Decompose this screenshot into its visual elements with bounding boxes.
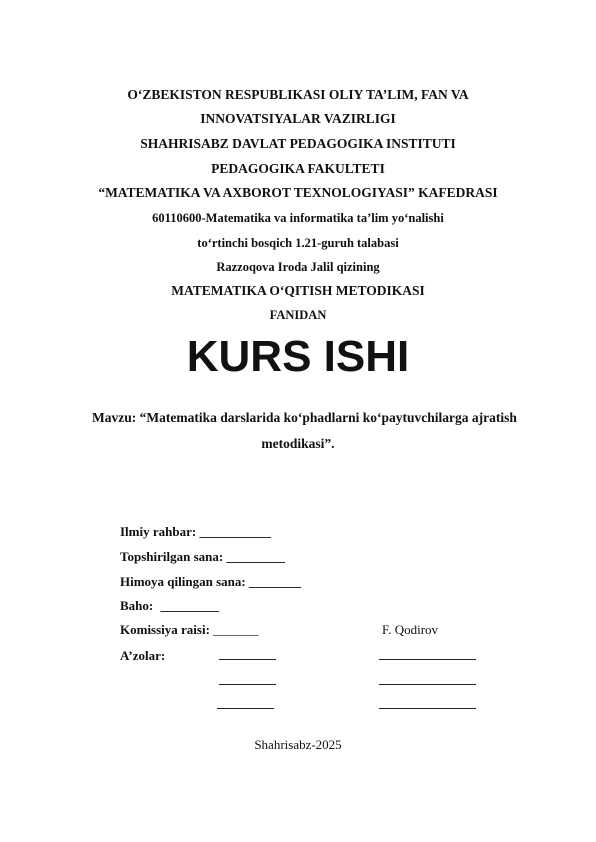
commission-chair-field: [120, 622, 259, 638]
student-name: Razzoqova Iroda Jalil qizining: [216, 260, 380, 274]
supervisor-blank: ___________: [199, 524, 271, 539]
commission-chair-label: Komissiya raisi:: [120, 622, 210, 637]
grade-blank: _________: [160, 598, 219, 613]
commission-chair-blank: _______: [213, 622, 259, 637]
member-2-signature-line: [219, 684, 276, 685]
faculty-name: PEDAGOGIKA FAKULTETI: [211, 161, 385, 176]
subject-suffix: FANIDAN: [269, 308, 327, 322]
document-title: KURS ISHI: [186, 332, 410, 381]
ministry-line-2: INNOVATSIYALAR VAZIRLIGI: [200, 111, 396, 126]
defended-date-blank: ________: [248, 574, 301, 589]
member-3-signature-line: [217, 708, 274, 709]
submitted-date-blank: _________: [226, 549, 285, 564]
supervisor-field: [120, 524, 271, 540]
grade-field: [120, 598, 219, 614]
topic-line-2: metodikasi”.: [261, 436, 335, 451]
city-year: Shahrisabz-2025: [254, 737, 342, 752]
members-label: A’zolar:: [120, 648, 166, 663]
study-direction: 60110600-Matematika va informatika ta’lim yo‘nalishi: [152, 211, 444, 225]
submitted-date-label: Topshirilgan sana:: [120, 549, 224, 564]
member-1-name-line: [379, 659, 476, 660]
student-course-group: to‘rtinchi bosqich 1.21-guruh talabasi: [197, 236, 399, 250]
defended-date-label: Himoya qilingan sana:: [120, 574, 246, 589]
member-1-signature-line: [219, 659, 276, 660]
defended-date-field: [120, 574, 301, 590]
supervisor-label: Ilmiy rahbar:: [120, 524, 197, 539]
subject-name: MATEMATIKA O‘QITISH METODIKASI: [171, 283, 425, 298]
ministry-line-1: O‘ZBEKISTON RESPUBLIKASI OLIY TA’LIM, FAN VA: [127, 87, 469, 102]
institute-name: SHAHRISABZ DAVLAT PEDAGOGIKA INSTITUTI: [140, 136, 456, 151]
commission-chair-name: F. Qodirov: [382, 622, 439, 637]
member-2-name-line: [379, 684, 476, 685]
grade-label: Baho:: [120, 598, 154, 613]
submitted-date-field: [120, 549, 285, 565]
member-3-name-line: [379, 708, 476, 709]
topic-line-1: Mavzu: “Matematika darslarida ko‘phadlarni ko‘paytuvchilarga ajratish: [92, 410, 517, 425]
department-name: “MATEMATIKA VA AXBOROT TEXNOLOGIYASI” KAFEDRASI: [98, 185, 498, 200]
